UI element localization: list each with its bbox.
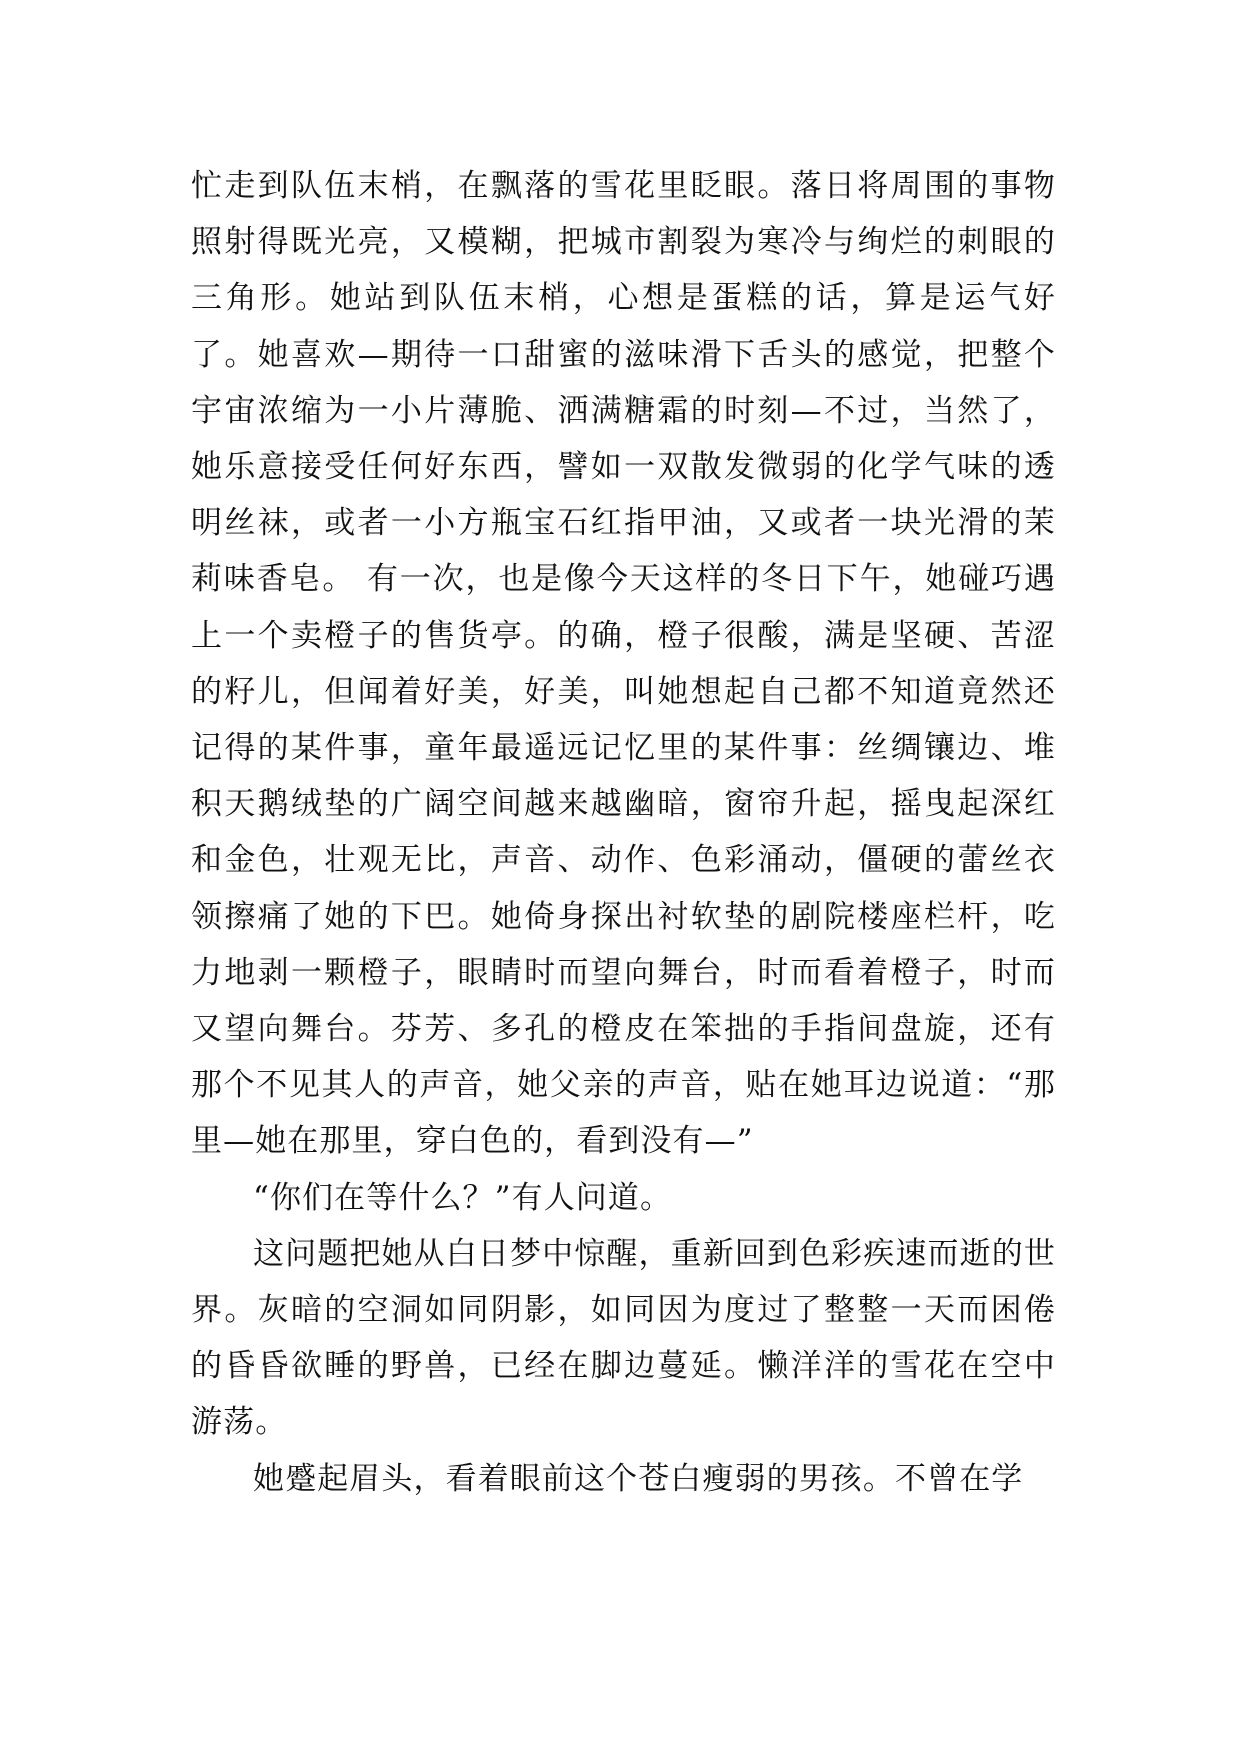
body-text	[191, 158, 1056, 1507]
paragraph: 这问题把她从白日梦中惊醒，重新回到色彩疾速而逝的世界。灰暗的空洞如同阴影，如同因为度过了整整一天而困倦的昏昏欲睡的野兽，已经在脚边蔓延。懒洋洋的雪花在空中游荡。	[191, 1235, 1056, 1441]
paragraph-dialogue: “你们在等什么？”有人问道。	[253, 1179, 673, 1216]
paragraph: 她蹙起眉头，看着眼前这个苍白瘦弱的男孩。不曾在学	[253, 1460, 1024, 1497]
paragraph-continuation: 忙走到队伍末梢，在飘落的雪花里眨眼。落日将周围的事物照射得既光亮，又模糊，把城市割裂为寒冷与绚烂的刺眼的三角形。她站到队伍末梢，心想是蛋糕的话，算是运气好了。她喜欢—期待一口甜蜜的滋味滑下舌头的感觉，把整个宇宙浓缩为一小片薄脆、洒满糖霜的时刻—不过，当然了，她乐意接受任何好东西，譬如一双散发微弱的化学气味的透明丝袜，或者一小方瓶宝石红指甲油，又或者一块光滑的茉莉味香皂。 有一次，也是像今天这样的冬日下午，她碰巧遇上一个卖橙子的售货亭。的确，橙子很酸，满是坚硬、苦涩的籽儿，但闻着好美，好美，叫她想起自己都不知道竟然还记得的某件事，童年最遥远记忆里的某件事：丝绸镶边、堆积天鹅绒垫的广阔空间越来越幽暗，窗帘升起，摇曳起深红和金色，壮观无比，声音、动作、色彩涌动，僵硬的蕾丝衣领擦痛了她的下巴。她倚身探出衬软垫的剧院楼座栏杆，吃力地剥一颗橙子，眼睛时而望向舞台，时而看着橙子，时而又望向舞台。芬芳、多孔的橙皮在笨拙的手指间盘旋，还有那个不见其人的声音，她父亲的声音，贴在她耳边说道：“那里—她在那里，穿白色的，看到没有—”	[191, 168, 1056, 1160]
